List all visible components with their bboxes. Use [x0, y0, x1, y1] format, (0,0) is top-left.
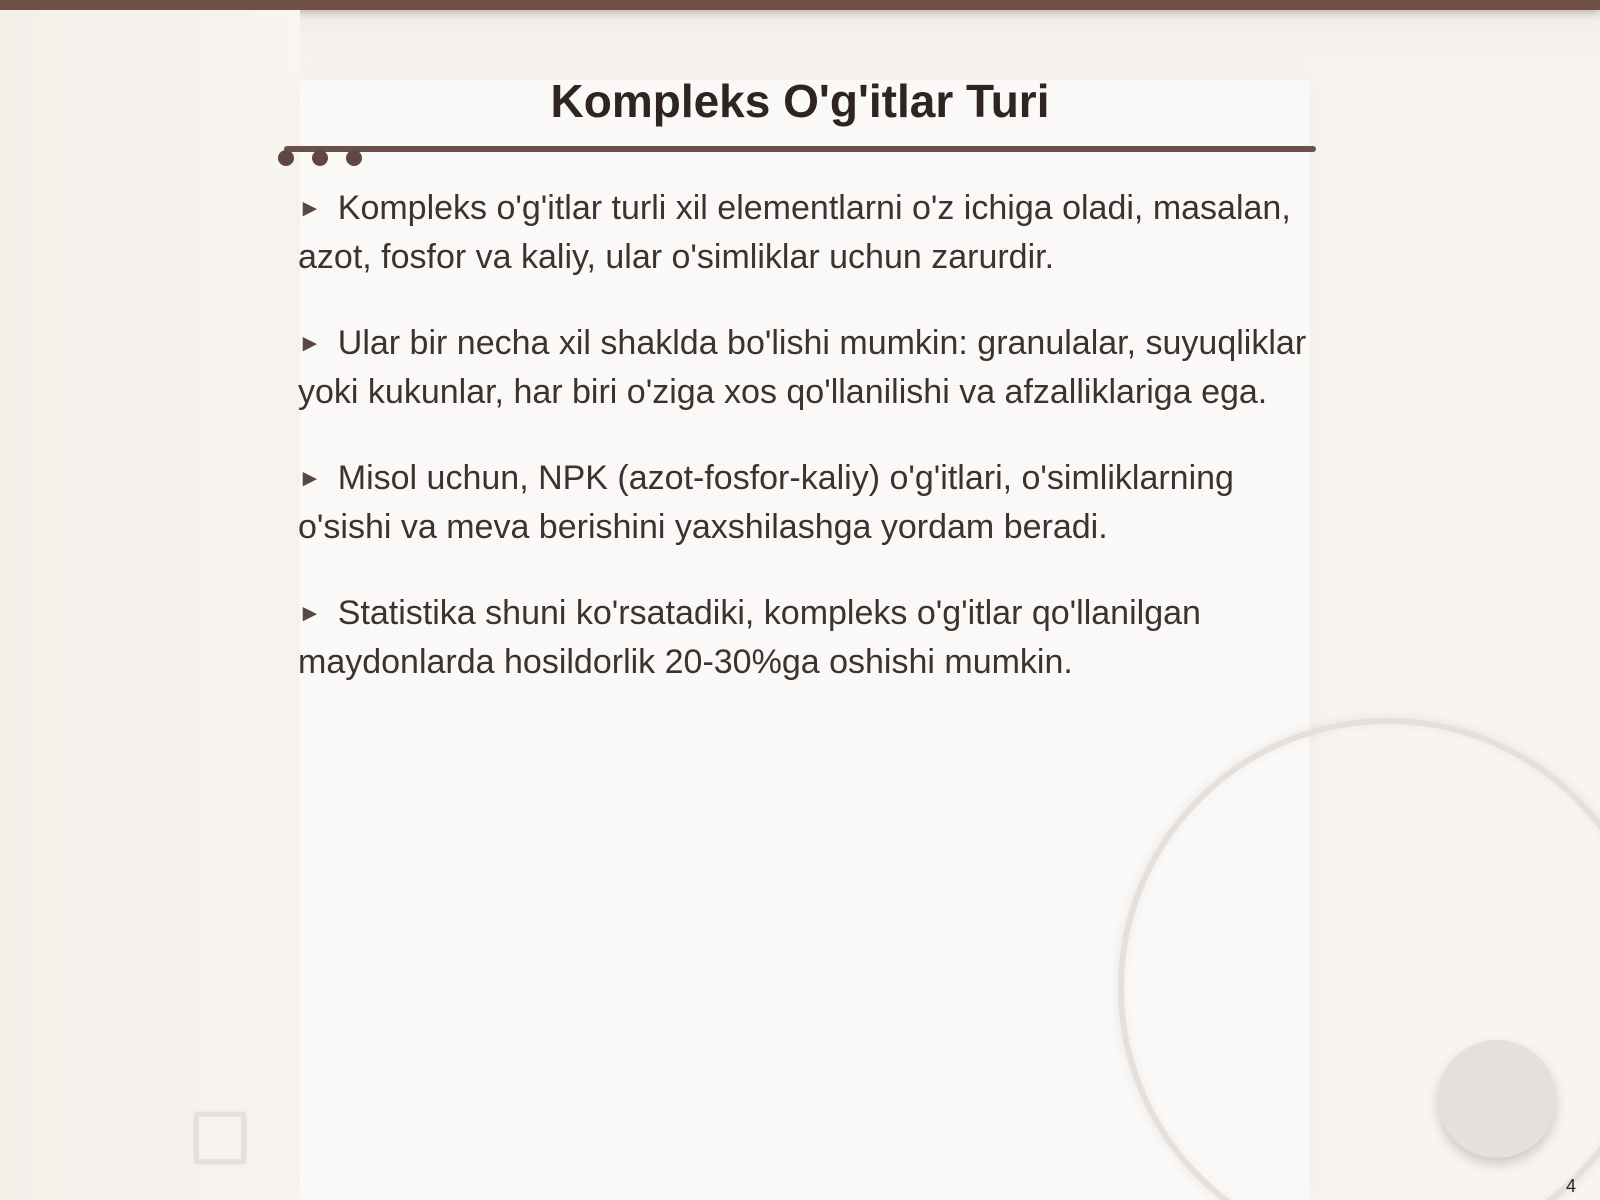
bullet-item	[298, 319, 1308, 416]
bullet-text: Ular bir necha xil shaklda bo'lishi mumkin: granulalar, suyuqliklar yoki kukunlar, har biri o'ziga xos qo'llanilishi va afzalliklariga ega.	[298, 324, 1307, 411]
bullet-item	[298, 454, 1308, 551]
bullet-text: Misol uchun, NPK (azot-fosfor-kaliy) o'g'itlari, o'simliklarning o'sishi va meva berishini yaxshilashga yordam beradi.	[298, 459, 1234, 546]
divider-dot	[312, 150, 328, 166]
triangle-right-icon: ►	[298, 330, 322, 357]
triangle-right-icon: ►	[298, 600, 322, 627]
triangle-right-icon: ►	[298, 465, 322, 492]
bullet-item	[298, 589, 1308, 686]
bullet-text: Statistika shuni ko'rsatadiki, kompleks o'g'itlar qo'llanilgan maydonlarda hosildorlik 20-30%ga oshishi mumkin.	[298, 594, 1201, 681]
decorative-square	[194, 1112, 246, 1164]
page-number: 4	[1565, 1176, 1576, 1196]
bullet-item	[298, 184, 1308, 281]
bullet-list	[298, 184, 1308, 724]
triangle-right-icon: ►	[298, 195, 322, 222]
divider-dot	[346, 150, 362, 166]
decorative-circle	[1438, 1040, 1556, 1158]
background-left-panel	[0, 10, 300, 1200]
title-divider	[284, 146, 1316, 152]
top-accent-bar	[0, 0, 1600, 10]
slide-title: Kompleks O'g'itlar Turi	[550, 75, 1050, 127]
bullet-text: Kompleks o'g'itlar turli xil elementlarni o'z ichiga oladi, masalan, azot, fosfor va kaliy, ular o'simliklar uchun zarurdir.	[298, 189, 1291, 276]
divider-dot	[278, 150, 294, 166]
